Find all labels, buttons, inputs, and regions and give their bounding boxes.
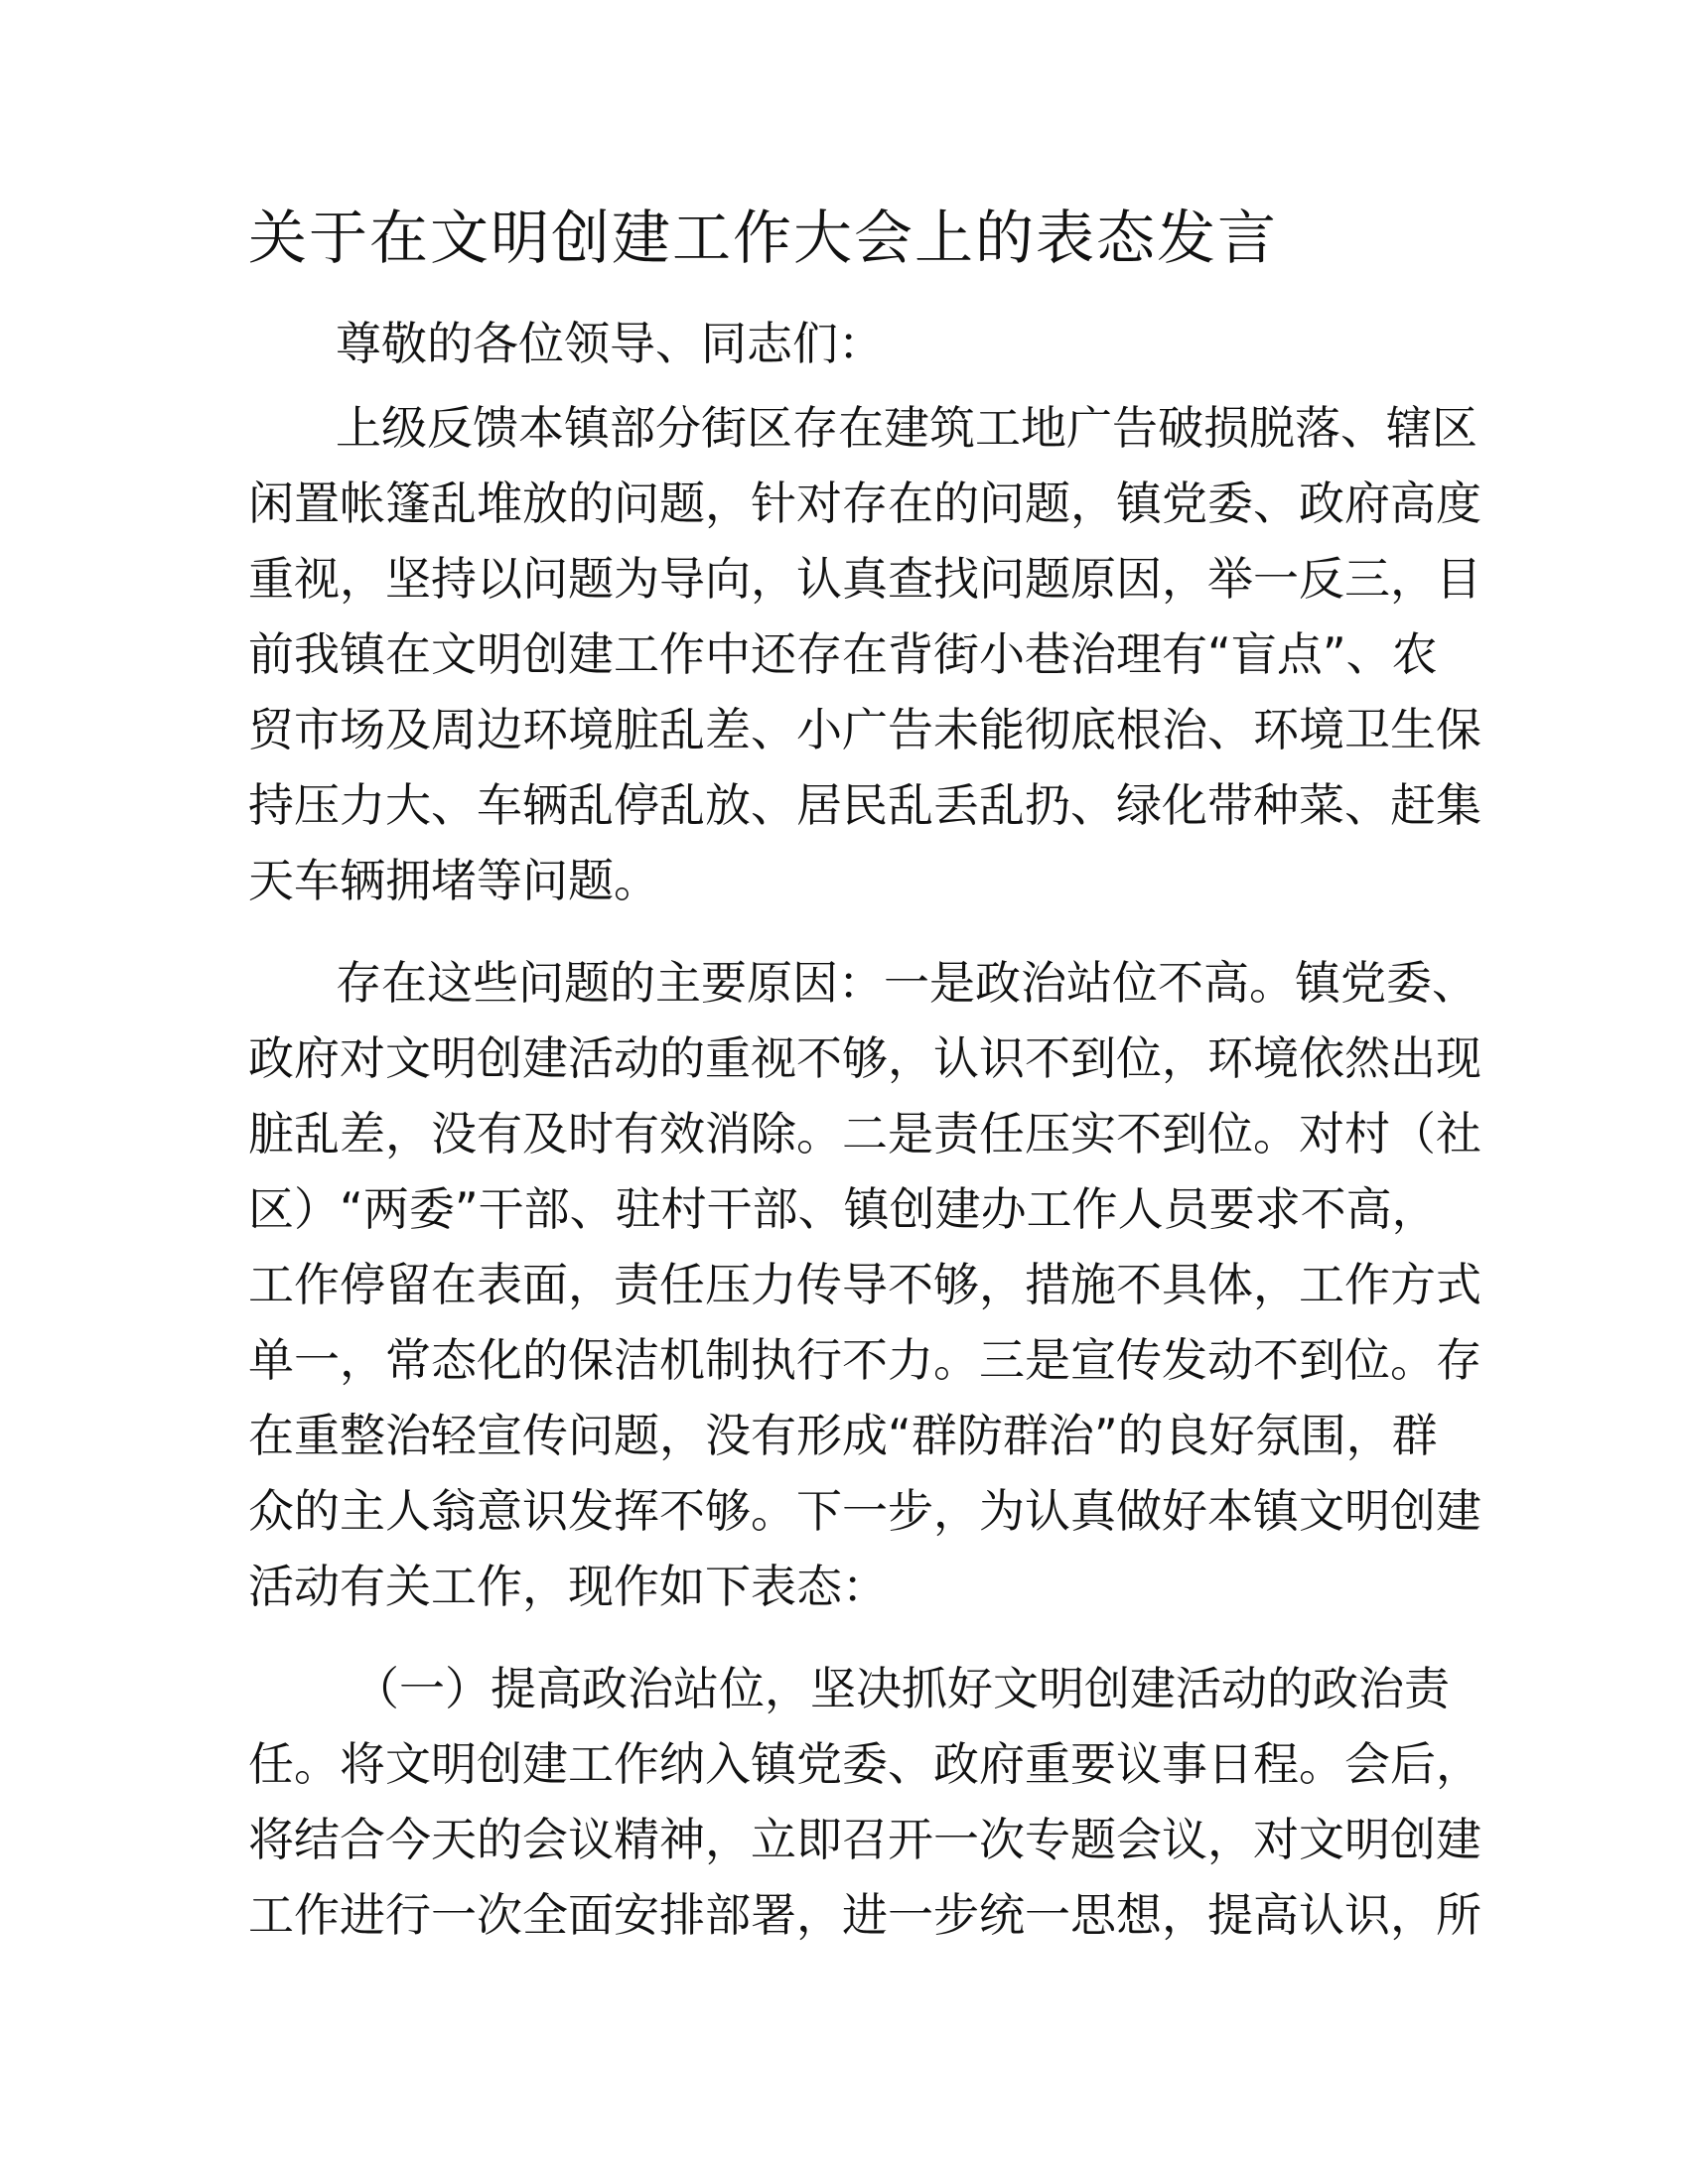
text-line: 任。将文明创建工作纳入镇党委、政府重要议事日程。会后， [248,1737,1481,1791]
text-line: 贸市场及周边环境脏乱差、小广告未能彻底根治、环境卫生保 [248,703,1481,756]
text-line: 活动有关工作，现作如下表态： [248,1560,888,1613]
text-line: 重视，坚持以问题为导向，认真查找问题原因，举一反三，目 [248,552,1481,606]
text-line: （一）提高政治站位，坚决抓好文明创建活动的政治责 [353,1662,1450,1715]
text-line: 前我镇在文明创建工作中还存在背街小巷治理有“盲点”、农 [248,627,1438,681]
text-line: 存在这些问题的主要原因：一是政治站位不高。镇党委、 [336,956,1477,1010]
text-line: 上级反馈本镇部分街区存在建筑工地广告破损脱落、辖区 [336,401,1477,455]
text-line: 闲置帐篷乱堆放的问题，针对存在的问题，镇党委、政府高度 [248,477,1481,530]
text-line: 脏乱差，没有及时有效消除。二是责任压实不到位。对村（社 [248,1107,1481,1160]
salutation: 尊敬的各位领导、同志们： [336,317,884,370]
text-line: 天车辆拥堵等问题。 [248,854,659,907]
document-title: 关于在文明创建工作大会上的表态发言 [248,204,1279,272]
text-line: 政府对文明创建活动的重视不够，认识不到位，环境依然出现 [248,1031,1481,1085]
text-line: 将结合今天的会议精神，立即召开一次专题会议，对文明创建 [248,1813,1481,1866]
text-line: 区）“两委”干部、驻村干部、镇创建办工作人员要求不高， [248,1182,1438,1236]
text-line: 工作进行一次全面安排部署，进一步统一思想，提高认识，所 [248,1888,1481,1942]
text-line: 在重整治轻宣传问题，没有形成“群防群治”的良好氛围，群 [248,1409,1438,1462]
text-line: 单一，常态化的保洁机制执行不力。三是宣传发动不到位。存 [248,1333,1481,1387]
text-line: 工作停留在表面，责任压力传导不够，措施不具体，工作方式 [248,1258,1481,1311]
text-line: 众的主人翁意识发挥不够。下一步，为认真做好本镇文明创建 [248,1484,1481,1538]
text-line: 持压力大、车辆乱停乱放、居民乱丢乱扔、绿化带种菜、赶集 [248,778,1481,832]
